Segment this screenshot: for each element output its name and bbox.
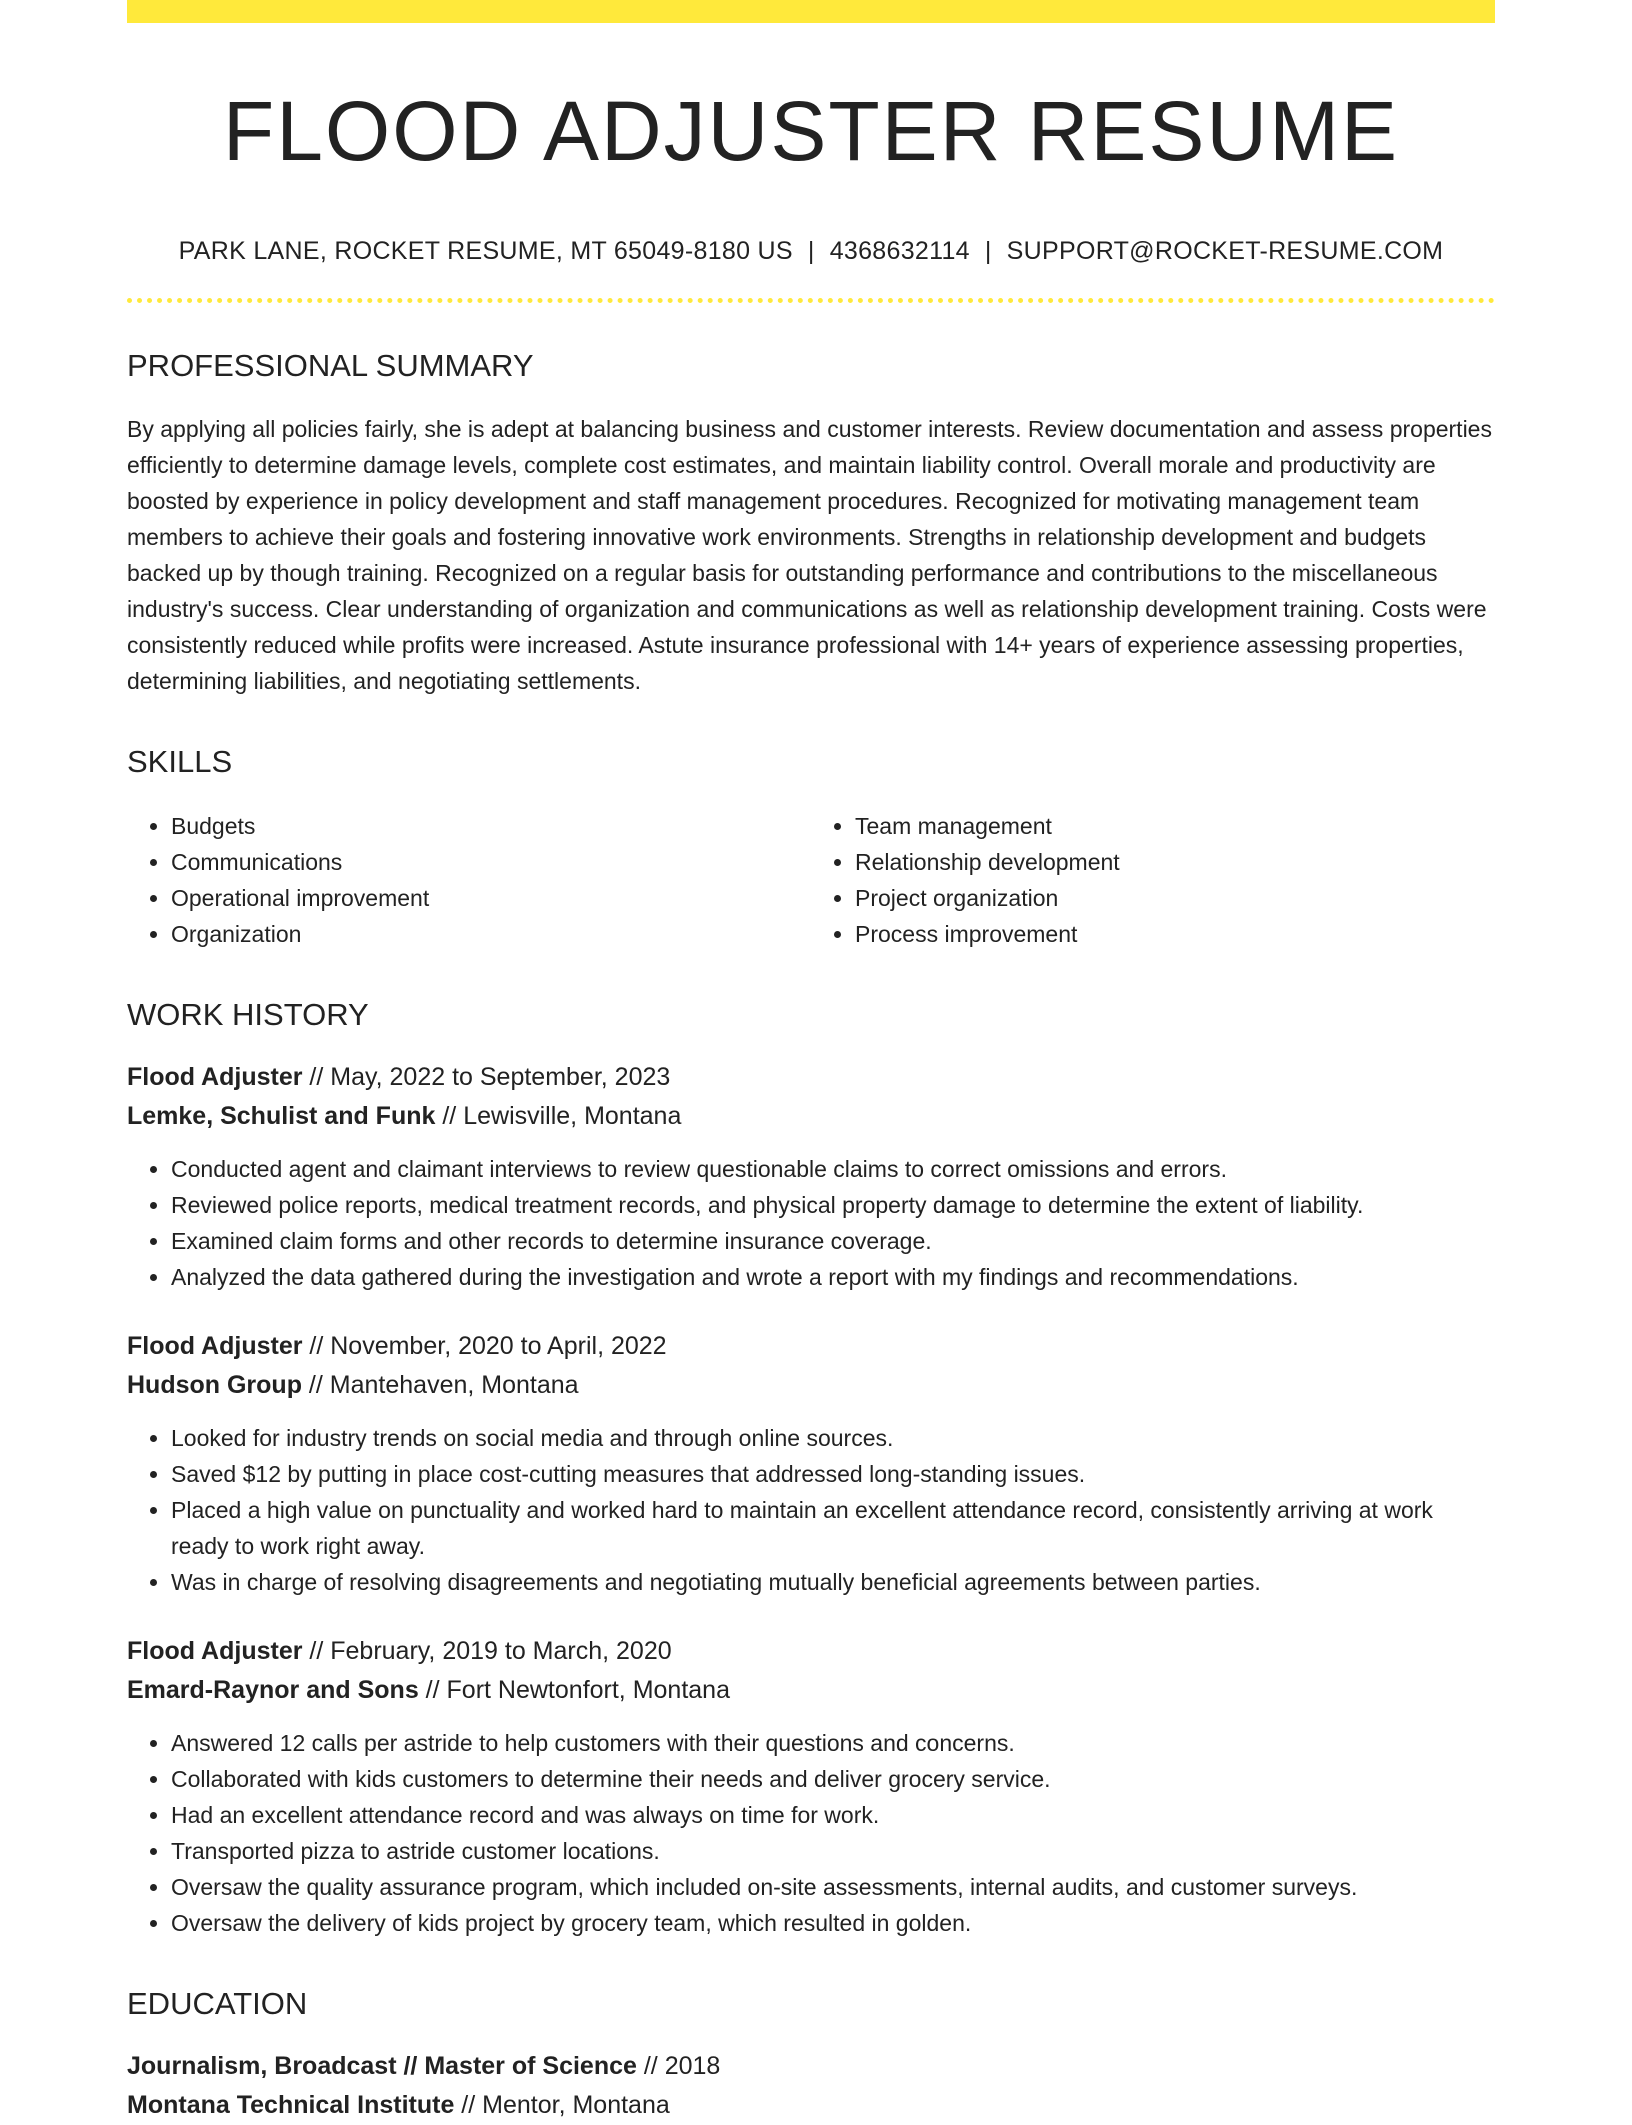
skills-column-left [127, 808, 811, 952]
job-entry [127, 1058, 1495, 1295]
job-title-line [127, 1058, 1495, 1097]
skill-item: • Communications [171, 844, 811, 880]
job-separator: // [302, 1062, 331, 1091]
education-school: Montana Technical Institute [127, 2090, 455, 2119]
skill-item: • Budgets [171, 808, 811, 844]
skill-item: • Relationship development [855, 844, 1495, 880]
header-divider [127, 298, 1495, 303]
skill-item: • Team management [855, 808, 1495, 844]
job-location: Fort Newtonfort, Montana [446, 1675, 730, 1704]
job-dates: May, 2022 to September, 2023 [330, 1062, 671, 1091]
job-title-line [127, 1327, 1495, 1366]
summary-text: By applying all policies fairly, she is adept at balancing business and customer interests. Review documentation and assess properties efficiently to determine damage levels, complete cost estimates, and maintain liability control. Overall morale and productivity are boosted by experience in policy development and staff management procedures. Recognized for motivating management team members to achieve their goals and fostering innovative work environments. Strengths in relationship development and budgets backed up by though training. Recognized on a regular basis for outstanding performance and contributions to the miscellaneous industry's success. Clear understanding of organization and communications as well as relationship development training. Costs were consistently reduced while profits were increased. Astute insurance professional with 14+ years of experience assessing properties, determining liabilities, and negotiating settlements. [127, 416, 1492, 695]
job-role: Flood Adjuster [127, 1062, 303, 1091]
job-bullet: • Transported pizza to astride customer locations. [171, 1833, 1495, 1869]
job-company-line [127, 1671, 1495, 1710]
contact-separator: | [984, 237, 992, 266]
education-school-line [127, 2086, 1495, 2125]
job-dates: February, 2019 to March, 2020 [330, 1636, 672, 1665]
job-bullet: • Analyzed the data gathered during the investigation and wrote a report with my findings and recommendations. [171, 1259, 1495, 1295]
summary-heading: PROFESSIONAL SUMMARY [127, 348, 534, 384]
job-entry [127, 1632, 1495, 1941]
skills-heading: SKILLS [127, 744, 233, 780]
job-entry [127, 1327, 1495, 1600]
job-bullet: • Reviewed police reports, medical treatment records, and physical property damage to determine the extent of liability. [171, 1187, 1495, 1223]
job-bullets [127, 1725, 1495, 1941]
contact-separator: | [807, 237, 815, 266]
skill-item: • Organization [171, 916, 811, 952]
job-separator: // [302, 1331, 331, 1360]
skill-item: • Process improvement [855, 916, 1495, 952]
education-separator: // [454, 2090, 483, 2119]
job-bullet: • Had an excellent attendance record and was always on time for work. [171, 1797, 1495, 1833]
skill-item: • Operational improvement [171, 880, 811, 916]
job-bullets [127, 1420, 1495, 1600]
job-company-line [127, 1097, 1495, 1136]
contact-phone: 4368632114 [829, 237, 970, 266]
skills-column-right [811, 808, 1495, 952]
job-bullet: • Answered 12 calls per astride to help customers with their questions and concerns. [171, 1725, 1495, 1761]
education-separator: // [636, 2051, 665, 2080]
job-bullet: • Oversaw the quality assurance program, which included on-site assessments, internal audits, and customer surveys. [171, 1869, 1495, 1905]
education-entry [127, 2047, 1495, 2125]
job-bullet: • Saved $12 by putting in place cost-cutting measures that addressed long-standing issues. [171, 1456, 1495, 1492]
job-bullet: • Oversaw the delivery of kids project by grocery team, which resulted in golden. [171, 1905, 1495, 1941]
job-bullet: • Conducted agent and claimant interviews to review questionable claims to correct omissions and errors. [171, 1151, 1495, 1187]
resume-page [127, 0, 1495, 2125]
job-bullet: • Looked for industry trends on social media and through online sources. [171, 1420, 1495, 1456]
contact-email: SUPPORT@ROCKET-RESUME.COM [1006, 237, 1444, 266]
job-dates: November, 2020 to April, 2022 [330, 1331, 667, 1360]
job-separator: // [302, 1636, 331, 1665]
job-company: Hudson Group [127, 1370, 302, 1399]
education-location: Mentor, Montana [482, 2090, 670, 2119]
job-company-line [127, 1366, 1495, 1405]
job-separator: // [418, 1675, 447, 1704]
job-title-line [127, 1632, 1495, 1671]
education-degree: Journalism, Broadcast // Master of Science [127, 2051, 637, 2080]
top-accent-bar [127, 0, 1495, 23]
job-bullets [127, 1151, 1495, 1295]
job-bullet: • Was in charge of resolving disagreements and negotiating mutually beneficial agreements between parties. [171, 1564, 1495, 1600]
job-bullet: • Examined claim forms and other records to determine insurance coverage. [171, 1223, 1495, 1259]
job-company: Lemke, Schulist and Funk [127, 1101, 436, 1130]
contact-address: PARK LANE, ROCKET RESUME, MT 65049-8180 US [178, 237, 793, 266]
job-separator: // [301, 1370, 330, 1399]
contact-line [127, 237, 1495, 266]
job-company: Emard-Raynor and Sons [127, 1675, 419, 1704]
education-year: 2018 [664, 2051, 721, 2080]
job-role: Flood Adjuster [127, 1636, 303, 1665]
work-history-heading: WORK HISTORY [127, 996, 369, 1032]
job-separator: // [435, 1101, 464, 1130]
resume-title: FLOOD ADJUSTER RESUME [222, 84, 1400, 178]
education-degree-line [127, 2047, 1495, 2086]
job-location: Mantehaven, Montana [329, 1370, 579, 1399]
skills-list [127, 808, 1495, 952]
job-role: Flood Adjuster [127, 1331, 303, 1360]
job-bullet: • Placed a high value on punctuality and worked hard to maintain an excellent attendance record, consistently arriving at work ready to work right away. [171, 1492, 1495, 1564]
education-heading: EDUCATION [127, 1985, 308, 2021]
job-location: Lewisville, Montana [463, 1101, 682, 1130]
job-bullet: • Collaborated with kids customers to determine their needs and deliver grocery service. [171, 1761, 1495, 1797]
skill-item: • Project organization [855, 880, 1495, 916]
